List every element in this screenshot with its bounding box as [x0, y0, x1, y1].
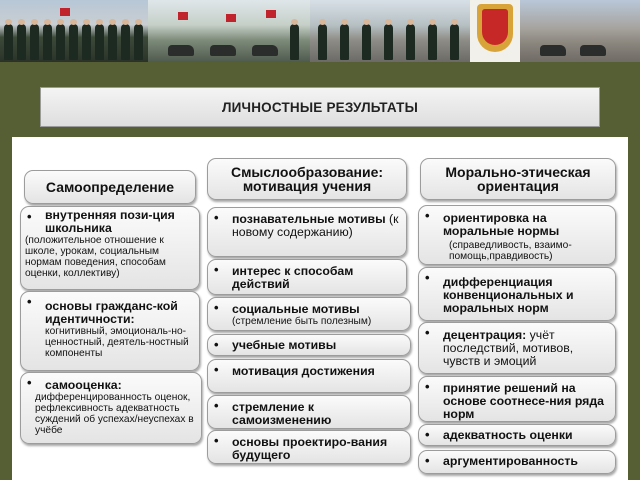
- banner-photo-vehicles: [148, 0, 310, 62]
- bullet-icon: •: [27, 375, 32, 390]
- bullet-icon: •: [425, 379, 430, 394]
- bullet-icon: •: [214, 300, 219, 315]
- list-item: • интерес к способам действий: [207, 259, 407, 295]
- bullet-icon: •: [214, 262, 219, 277]
- bullet-icon: •: [214, 337, 219, 352]
- bullet-icon: •: [214, 433, 219, 448]
- bullet-icon: •: [214, 362, 219, 377]
- banner-photo-street: [520, 0, 640, 62]
- bullet-icon: •: [425, 427, 430, 442]
- bullet-icon: •: [425, 208, 430, 223]
- bullet-icon: •: [214, 398, 219, 413]
- banner-photo-cadets: [0, 0, 148, 62]
- list-item: • социальные мотивы (стремление быть полезным): [207, 297, 411, 331]
- list-item: • основы гражданс-кой идентичности: когнитивный, эмоциональ-но-ценностный, деятель-ностный компоненты: [20, 291, 200, 371]
- bullet-icon: •: [425, 325, 430, 340]
- column-header-moral-orientation: Морально-этическая ориентация: [420, 158, 616, 200]
- academy-emblem-icon: [470, 0, 520, 62]
- list-item: • адекватность оценки: [418, 424, 616, 446]
- banner-photo-parade: [310, 0, 470, 62]
- list-item: • аргументированность: [418, 450, 616, 474]
- list-item: • дифференциация конвенциональных и моральных норм: [418, 267, 616, 321]
- list-item: • самооценка: дифференцированность оценок, рефлексивность адекватность суждений об успехах/неуспехах в учёбе: [20, 372, 202, 444]
- bullet-icon: •: [214, 210, 219, 225]
- list-item: • учебные мотивы: [207, 334, 411, 356]
- list-item: • децентрация: учёт последствий, мотивов, чувств и эмоций: [418, 322, 616, 374]
- list-item: • познавательные мотивы (к новому содержанию): [207, 207, 407, 257]
- list-item: • основы проектиро-вания будущего: [207, 430, 411, 464]
- page-title: ЛИЧНОСТНЫЕ РЕЗУЛЬТАТЫ: [221, 100, 419, 115]
- list-item: • мотивация достижения: [207, 359, 411, 393]
- bullet-icon: •: [27, 209, 32, 224]
- list-item: • принятие решений на основе соотнесе-ния ряда норм: [418, 376, 616, 422]
- list-item: • внутренняя пози-ция школьника (положительное отношение к школе, урокам, социальным нормам поведения, способам оценки, коллективу): [20, 206, 200, 290]
- photo-banner: [0, 0, 640, 62]
- list-item: • стремление к самоизменению: [207, 395, 411, 429]
- column-header-self-determination: Самоопределение: [24, 170, 196, 204]
- list-item: • ориентировка на моральные нормы (справедливость, взаимо-помощь,правдивость): [418, 205, 616, 265]
- column-header-meaning-formation: Смыслообразование: мотивация учения: [207, 158, 407, 200]
- title-panel: [40, 87, 600, 127]
- bullet-icon: •: [425, 453, 430, 468]
- bullet-icon: •: [425, 270, 430, 285]
- bullet-icon: •: [27, 294, 32, 309]
